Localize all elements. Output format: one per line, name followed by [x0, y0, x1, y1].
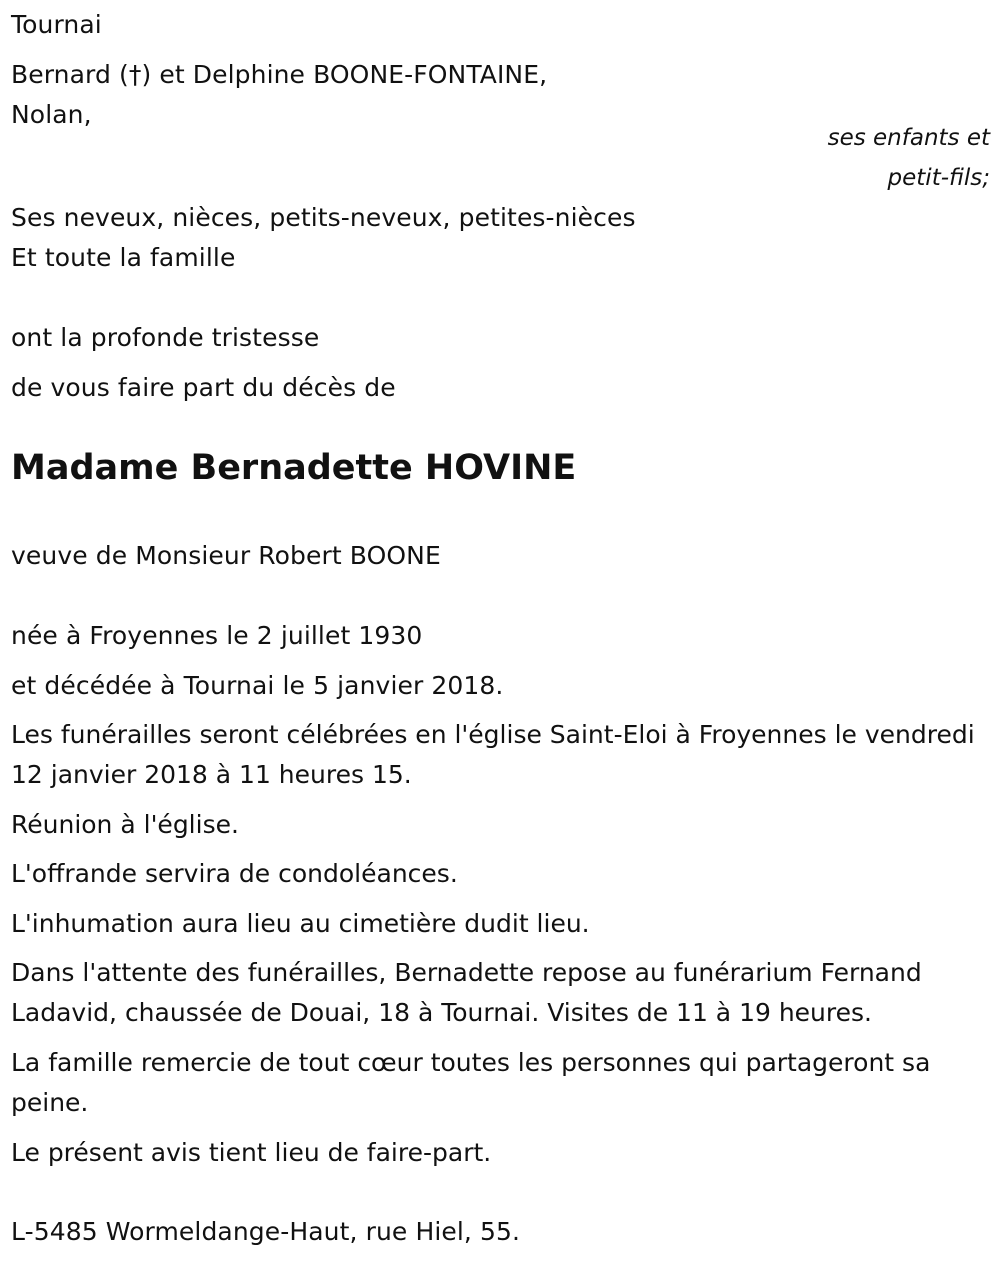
city-heading: Tournai — [11, 10, 102, 39]
family-grandchild-line: Nolan, — [11, 100, 92, 129]
family-children-line: Bernard (†) et Delphine BOONE-FONTAINE, — [11, 60, 548, 89]
funeral-home-note: Dans l'attente des funérailles, Bernadette repose au funérarium Fernand Ladavid, chaussée de Douai, 18 à Tournai. Visites de 11 à 19 heures. — [11, 958, 922, 1027]
gathering-note: Réunion à l'église. — [11, 810, 239, 839]
thanks-note: La famille remercie de tout cœur toutes les personnes qui partageront sa peine. — [11, 1048, 931, 1117]
notice-note: Le présent avis tient lieu de faire-part. — [11, 1138, 492, 1167]
spouse-line: veuve de Monsieur Robert BOONE — [11, 541, 441, 570]
birth-line: née à Froyennes le 2 juillet 1930 — [11, 621, 423, 650]
death-line: et décédée à Tournai le 5 janvier 2018. — [11, 671, 504, 700]
relation-label-2: petit-fils; — [887, 165, 990, 191]
offering-note: L'offrande servira de condoléances. — [11, 859, 458, 888]
whole-family-line: Et toute la famille — [11, 243, 236, 272]
funeral-details: Les funérailles seront célébrées en l'église Saint-Eloi à Froyennes le vendredi 12 janvier 2018 à 11 heures 15. — [11, 720, 975, 789]
deceased-name: Madame Bernadette HOVINE — [11, 448, 577, 488]
announcement-line-1: ont la profonde tristesse — [11, 323, 320, 352]
relation-label-1: ses enfants et — [827, 125, 990, 151]
extended-family-line: Ses neveux, nièces, petits-neveux, petites-nièces — [11, 203, 636, 232]
burial-note: L'inhumation aura lieu au cimetière dudit lieu. — [11, 909, 590, 938]
address-line: L-5485 Wormeldange-Haut, rue Hiel, 55. — [11, 1217, 521, 1246]
announcement-line-2: de vous faire part du décès de — [11, 373, 396, 402]
